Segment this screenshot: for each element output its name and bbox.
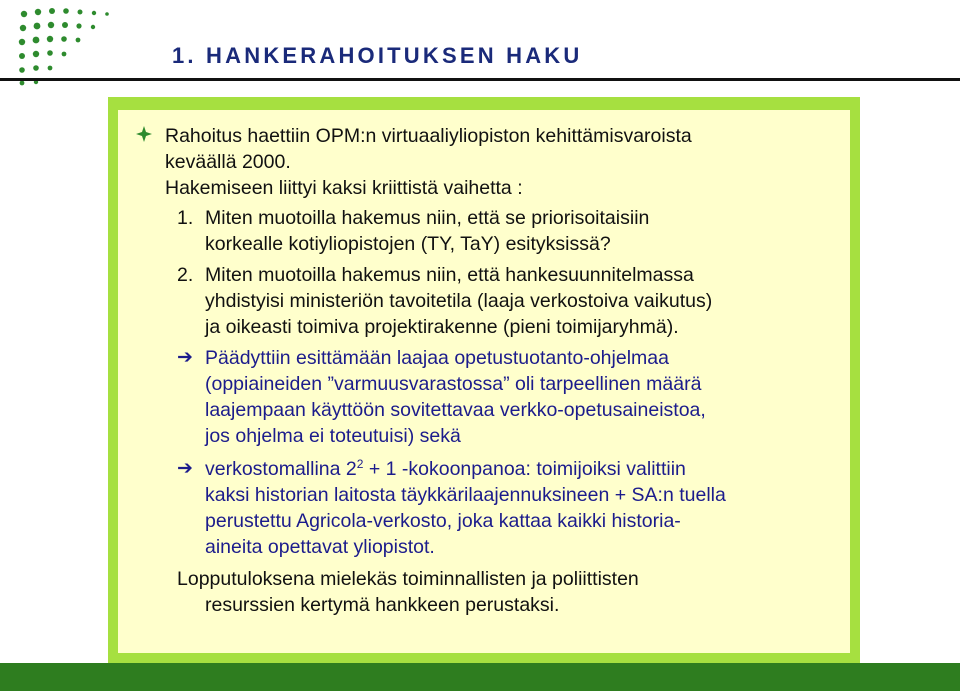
result1-line-1: Päädyttiin esittämään laajaa opetustuotanto-ohjelmaa [205, 347, 669, 369]
step2-line-1: Miten muotoilla hakemus niin, että hankesuunnitelmassa [205, 264, 694, 286]
intro-line-2: keväällä 2000. [165, 151, 291, 173]
step2-line-2: yhdistyisi ministeriön tavoitetila (laaja verkostoiva vaikutus) [205, 290, 713, 312]
result2-line-4: aineita opettavat yliopistot. [205, 536, 435, 558]
result1-line-2: (oppiaineiden ”varmuusvarastossa” oli tarpeellinen määrä [205, 373, 702, 395]
intro-line-1: Rahoitus haettiin OPM:n virtuaaliyliopiston kehittämisvaroista [165, 125, 692, 147]
footer-bar [0, 663, 960, 691]
result2-line-3: perustettu Agricola-verkosto, joka kattaa kaikki historia- [205, 510, 681, 532]
result1-line-3: laajempaan käyttöön sovitettavaa verkko-opetusaineistoa, [205, 399, 706, 421]
step1-line-2: korkealle kotiyliopistojen (TY, TaY) esityksissä? [205, 233, 611, 255]
intro-line-3: Hakemiseen liittyi kaksi kriittistä vaihetta : [165, 177, 523, 199]
step1-line-1: Miten muotoilla hakemus niin, että se priorisoitaisiin [205, 207, 650, 229]
slide-title: 1. HANKERAHOITUKSEN HAKU [172, 43, 583, 68]
arrow-right-icon: ➔ [177, 458, 193, 479]
arrow-right-icon: ➔ [177, 347, 193, 368]
conclusion-line-2: resurssien kertymä hankkeen perustaksi. [205, 594, 560, 616]
diamond-bullet-icon [135, 125, 153, 143]
result2-line-1: verkostomallina $2^2 + 1$ -kokoonpanoa: toimijoiksi valittiin [205, 457, 686, 480]
conclusion-line-1: Lopputuloksena mielekäs toiminnallisten ja poliittisten [177, 568, 639, 590]
result1-line-4: jos ohjelma ei toteutuisi) sekä [205, 425, 461, 447]
title-underline [0, 78, 960, 81]
step2-line-3: ja oikeasti toimiva projektirakenne (pieni toimijaryhmä). [205, 316, 679, 338]
result2-line-2: kaksi historian laitosta täykkärilaajennuksineen + SA:n tuella [205, 484, 726, 506]
step2-number: 2. [177, 264, 194, 286]
step1-number: 1. [177, 207, 194, 229]
